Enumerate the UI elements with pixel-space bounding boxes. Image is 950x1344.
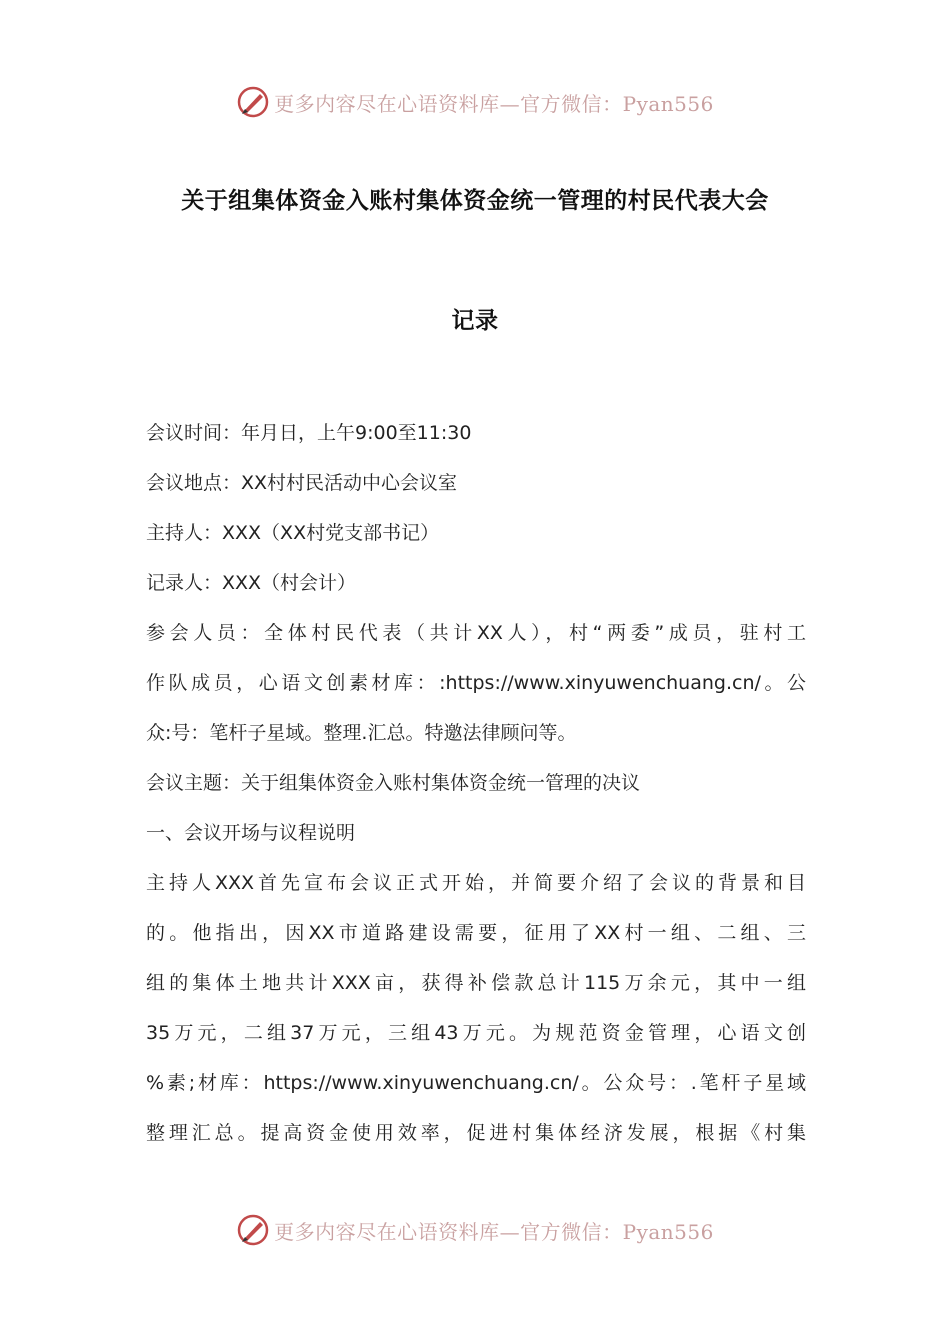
paragraph-line: 整理汇总。提高资金使用效率，促进村集体经济发展，根据《村集 — [146, 1122, 806, 1144]
attendees-line: 众:号：笔杆子星域。整理.汇总。特邀法律顾问等。 — [146, 722, 577, 744]
document-body — [146, 418, 806, 1168]
meeting-location: 会议地点：XX村村民活动中心会议室 — [146, 472, 458, 494]
paragraph-line: 主持人XXX首先宣布会议正式开始，并简要介绍了会议的背景和目 — [146, 872, 806, 894]
header-wechat-text: 官方微信：Pyan556 — [520, 91, 714, 116]
document-title-line2: 记录 — [451, 308, 499, 334]
pen-logo-icon — [236, 85, 270, 119]
section-heading: 一、会议开场与议程说明 — [146, 822, 356, 844]
meeting-host: 主持人：XXX（XX村党支部书记） — [146, 522, 440, 544]
meeting-time: 会议时间：年月日，上午9:00至11:30 — [146, 422, 472, 444]
paragraph-line: 35万元，二组37万元，三组43万元。为规范资金管理，心语文创 — [146, 1022, 806, 1044]
footer-watermark-text: 更多内容尽在心语资料库— — [274, 1219, 521, 1244]
header-watermark-text: 更多内容尽在心语资料库— — [274, 91, 521, 116]
document-title-line1: 关于组集体资金入账村集体资金统一管理的村民代表大会 — [181, 188, 769, 214]
footer-watermark — [0, 1210, 950, 1250]
meeting-recorder: 记录人：XXX（村会计） — [146, 572, 357, 594]
paragraph-line: 组的集体土地共计XXX亩，获得补偿款总计115万余元，其中一组 — [146, 972, 806, 994]
pen-logo-icon — [236, 1213, 270, 1247]
attendees-line: 作队成员，心语文创素材库：:https://www.xinyuwenchuang.cn/。公 — [146, 672, 806, 694]
footer-wechat-text: 官方微信：Pyan556 — [520, 1219, 714, 1244]
attendees-line: 参会人员：全体村民代表（共计XX人），村“两委”成员，驻村工 — [146, 622, 806, 644]
paragraph-line: %素;材库：https://www.xinyuwenchuang.cn/。公众号：.笔杆子星域 — [146, 1072, 806, 1094]
paragraph-line: 的。他指出，因XX市道路建设需要，征用了XX村一组、二组、三 — [146, 922, 806, 944]
meeting-topic: 会议主题：关于组集体资金入账村集体资金统一管理的决议 — [146, 772, 641, 794]
header-watermark — [0, 82, 950, 122]
